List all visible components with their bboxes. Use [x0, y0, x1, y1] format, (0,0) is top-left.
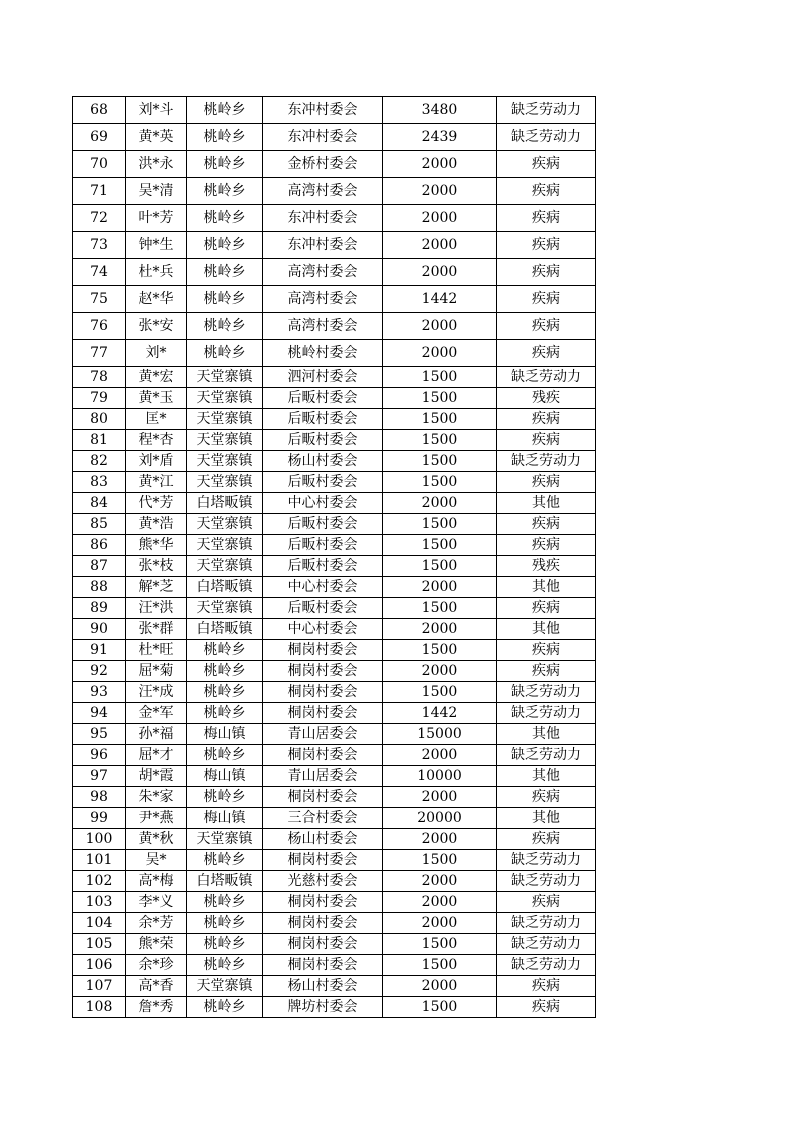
name-cell: 程*杏: [126, 430, 187, 451]
name-cell: 刘*: [126, 340, 187, 367]
row-number-cell: 94: [73, 703, 126, 724]
row-number-cell: 70: [73, 151, 126, 178]
township-cell: 天堂寨镇: [187, 598, 263, 619]
row-number-cell: 107: [73, 976, 126, 997]
row-number-cell: 101: [73, 850, 126, 871]
row-number-cell: 95: [73, 724, 126, 745]
township-cell: 梅山镇: [187, 766, 263, 787]
reason-cell: 其他: [497, 808, 596, 829]
township-cell: 天堂寨镇: [187, 409, 263, 430]
name-cell: 黄*浩: [126, 514, 187, 535]
amount-cell: 2000: [383, 313, 497, 340]
row-number-cell: 86: [73, 535, 126, 556]
township-cell: 桃岭乡: [187, 124, 263, 151]
amount-cell: 1500: [383, 430, 497, 451]
reason-cell: 缺乏劳动力: [497, 850, 596, 871]
name-cell: 余*芳: [126, 913, 187, 934]
table-row: [73, 367, 596, 388]
amount-cell: 2000: [383, 577, 497, 598]
name-cell: 金*军: [126, 703, 187, 724]
table-row: [73, 892, 596, 913]
village-committee-cell: 后畈村委会: [263, 388, 383, 409]
reason-cell: 疾病: [497, 661, 596, 682]
amount-cell: 2000: [383, 493, 497, 514]
township-cell: 白塔畈镇: [187, 577, 263, 598]
amount-cell: 1500: [383, 451, 497, 472]
table-row: [73, 388, 596, 409]
village-committee-cell: 高湾村委会: [263, 178, 383, 205]
row-number-cell: 69: [73, 124, 126, 151]
township-cell: 天堂寨镇: [187, 535, 263, 556]
table-row: [73, 451, 596, 472]
township-cell: 天堂寨镇: [187, 367, 263, 388]
village-committee-cell: 高湾村委会: [263, 286, 383, 313]
village-committee-cell: 后畈村委会: [263, 556, 383, 577]
amount-cell: 2000: [383, 829, 497, 850]
amount-cell: 2000: [383, 913, 497, 934]
name-cell: 高*香: [126, 976, 187, 997]
village-committee-cell: 金桥村委会: [263, 151, 383, 178]
amount-cell: 2000: [383, 787, 497, 808]
township-cell: 天堂寨镇: [187, 829, 263, 850]
row-number-cell: 80: [73, 409, 126, 430]
amount-cell: 2000: [383, 340, 497, 367]
township-cell: 白塔畈镇: [187, 871, 263, 892]
amount-cell: 1500: [383, 997, 497, 1018]
village-committee-cell: 东冲村委会: [263, 205, 383, 232]
row-number-cell: 102: [73, 871, 126, 892]
township-cell: 天堂寨镇: [187, 451, 263, 472]
name-cell: 钟*生: [126, 232, 187, 259]
village-committee-cell: 桐岗村委会: [263, 682, 383, 703]
township-cell: 桃岭乡: [187, 340, 263, 367]
village-committee-cell: 后畈村委会: [263, 598, 383, 619]
row-number-cell: 84: [73, 493, 126, 514]
township-cell: 天堂寨镇: [187, 976, 263, 997]
table-row: [73, 97, 596, 124]
table-row: [73, 286, 596, 313]
name-cell: 赵*华: [126, 286, 187, 313]
reason-cell: 其他: [497, 493, 596, 514]
name-cell: 黄*江: [126, 472, 187, 493]
amount-cell: 1500: [383, 514, 497, 535]
township-cell: 天堂寨镇: [187, 430, 263, 451]
name-cell: 代*芳: [126, 493, 187, 514]
village-committee-cell: 桐岗村委会: [263, 745, 383, 766]
township-cell: 桃岭乡: [187, 787, 263, 808]
amount-cell: 2439: [383, 124, 497, 151]
amount-cell: 1500: [383, 409, 497, 430]
table-row: [73, 151, 596, 178]
amount-cell: 1500: [383, 535, 497, 556]
reason-cell: 其他: [497, 619, 596, 640]
row-number-cell: 98: [73, 787, 126, 808]
row-number-cell: 89: [73, 598, 126, 619]
reason-cell: 缺乏劳动力: [497, 124, 596, 151]
township-cell: 天堂寨镇: [187, 556, 263, 577]
village-committee-cell: 中心村委会: [263, 493, 383, 514]
village-committee-cell: 后畈村委会: [263, 535, 383, 556]
village-committee-cell: 桐岗村委会: [263, 787, 383, 808]
table-row: [73, 976, 596, 997]
name-cell: 詹*秀: [126, 997, 187, 1018]
reason-cell: 疾病: [497, 997, 596, 1018]
table-row: [73, 124, 596, 151]
reason-cell: 其他: [497, 724, 596, 745]
row-number-cell: 106: [73, 955, 126, 976]
amount-cell: 20000: [383, 808, 497, 829]
name-cell: 杜*旺: [126, 640, 187, 661]
reason-cell: 疾病: [497, 409, 596, 430]
row-number-cell: 73: [73, 232, 126, 259]
village-committee-cell: 高湾村委会: [263, 313, 383, 340]
table-row: [73, 703, 596, 724]
township-cell: 桃岭乡: [187, 205, 263, 232]
table-row: [73, 682, 596, 703]
table-row: [73, 955, 596, 976]
name-cell: 黄*玉: [126, 388, 187, 409]
row-number-cell: 96: [73, 745, 126, 766]
table-row: [73, 913, 596, 934]
township-cell: 桃岭乡: [187, 682, 263, 703]
reason-cell: 缺乏劳动力: [497, 682, 596, 703]
village-committee-cell: 光慈村委会: [263, 871, 383, 892]
reason-cell: 疾病: [497, 976, 596, 997]
village-committee-cell: 后畈村委会: [263, 472, 383, 493]
township-cell: 桃岭乡: [187, 661, 263, 682]
village-committee-cell: 桐岗村委会: [263, 934, 383, 955]
village-committee-cell: 东冲村委会: [263, 124, 383, 151]
table-row: [73, 934, 596, 955]
amount-cell: 2000: [383, 619, 497, 640]
amount-cell: 1500: [383, 556, 497, 577]
village-committee-cell: 后畈村委会: [263, 430, 383, 451]
name-cell: 黄*英: [126, 124, 187, 151]
reason-cell: 疾病: [497, 640, 596, 661]
reason-cell: 缺乏劳动力: [497, 934, 596, 955]
row-number-cell: 76: [73, 313, 126, 340]
village-committee-cell: 桐岗村委会: [263, 955, 383, 976]
name-cell: 刘*盾: [126, 451, 187, 472]
reason-cell: 疾病: [497, 787, 596, 808]
reason-cell: 缺乏劳动力: [497, 745, 596, 766]
row-number-cell: 93: [73, 682, 126, 703]
name-cell: 刘*斗: [126, 97, 187, 124]
row-number-cell: 81: [73, 430, 126, 451]
table-row: [73, 871, 596, 892]
reason-cell: 疾病: [497, 829, 596, 850]
village-committee-cell: 牌坊村委会: [263, 997, 383, 1018]
reason-cell: 疾病: [497, 430, 596, 451]
amount-cell: 10000: [383, 766, 497, 787]
reason-cell: 疾病: [497, 340, 596, 367]
reason-cell: 其他: [497, 577, 596, 598]
reason-cell: 其他: [497, 766, 596, 787]
township-cell: 桃岭乡: [187, 955, 263, 976]
township-cell: 天堂寨镇: [187, 472, 263, 493]
name-cell: 屈*才: [126, 745, 187, 766]
township-cell: 桃岭乡: [187, 640, 263, 661]
table-row: [73, 409, 596, 430]
table-row: [73, 232, 596, 259]
table-row: [73, 829, 596, 850]
table-row: [73, 640, 596, 661]
amount-cell: 1500: [383, 934, 497, 955]
row-number-cell: 104: [73, 913, 126, 934]
table-row: [73, 997, 596, 1018]
table-row: [73, 556, 596, 577]
township-cell: 桃岭乡: [187, 178, 263, 205]
township-cell: 桃岭乡: [187, 703, 263, 724]
reason-cell: 缺乏劳动力: [497, 913, 596, 934]
village-committee-cell: 杨山村委会: [263, 976, 383, 997]
amount-cell: 1500: [383, 367, 497, 388]
row-number-cell: 78: [73, 367, 126, 388]
table-row: [73, 493, 596, 514]
reason-cell: 缺乏劳动力: [497, 871, 596, 892]
row-number-cell: 77: [73, 340, 126, 367]
village-committee-cell: 三合村委会: [263, 808, 383, 829]
village-committee-cell: 中心村委会: [263, 577, 383, 598]
amount-cell: 1500: [383, 850, 497, 871]
township-cell: 桃岭乡: [187, 997, 263, 1018]
row-number-cell: 92: [73, 661, 126, 682]
row-number-cell: 72: [73, 205, 126, 232]
township-cell: 桃岭乡: [187, 892, 263, 913]
amount-cell: 2000: [383, 259, 497, 286]
township-cell: 梅山镇: [187, 724, 263, 745]
township-cell: 桃岭乡: [187, 934, 263, 955]
township-cell: 桃岭乡: [187, 259, 263, 286]
name-cell: 吴*: [126, 850, 187, 871]
village-committee-cell: 桐岗村委会: [263, 640, 383, 661]
table-row: [73, 745, 596, 766]
reason-cell: 缺乏劳动力: [497, 97, 596, 124]
reason-cell: 疾病: [497, 514, 596, 535]
name-cell: 余*珍: [126, 955, 187, 976]
table-row: [73, 514, 596, 535]
name-cell: 朱*家: [126, 787, 187, 808]
row-number-cell: 82: [73, 451, 126, 472]
table-row: [73, 535, 596, 556]
reason-cell: 缺乏劳动力: [497, 367, 596, 388]
beneficiary-table: [72, 96, 596, 1018]
village-committee-cell: 东冲村委会: [263, 97, 383, 124]
row-number-cell: 100: [73, 829, 126, 850]
table-row: [73, 661, 596, 682]
amount-cell: 1500: [383, 955, 497, 976]
village-committee-cell: 杨山村委会: [263, 829, 383, 850]
township-cell: 白塔畈镇: [187, 493, 263, 514]
name-cell: 张*群: [126, 619, 187, 640]
township-cell: 白塔畈镇: [187, 619, 263, 640]
table-row: [73, 598, 596, 619]
village-committee-cell: 青山居委会: [263, 724, 383, 745]
township-cell: 桃岭乡: [187, 286, 263, 313]
row-number-cell: 74: [73, 259, 126, 286]
table-row: [73, 259, 596, 286]
table-row: [73, 808, 596, 829]
name-cell: 汪*洪: [126, 598, 187, 619]
row-number-cell: 105: [73, 934, 126, 955]
row-number-cell: 87: [73, 556, 126, 577]
name-cell: 孙*福: [126, 724, 187, 745]
amount-cell: 1500: [383, 682, 497, 703]
reason-cell: 缺乏劳动力: [497, 451, 596, 472]
name-cell: 张*安: [126, 313, 187, 340]
reason-cell: 疾病: [497, 259, 596, 286]
reason-cell: 疾病: [497, 286, 596, 313]
reason-cell: 疾病: [497, 151, 596, 178]
amount-cell: 3480: [383, 97, 497, 124]
township-cell: 桃岭乡: [187, 151, 263, 178]
name-cell: 汪*成: [126, 682, 187, 703]
village-committee-cell: 桐岗村委会: [263, 913, 383, 934]
amount-cell: 15000: [383, 724, 497, 745]
row-number-cell: 90: [73, 619, 126, 640]
reason-cell: 缺乏劳动力: [497, 703, 596, 724]
name-cell: 黄*宏: [126, 367, 187, 388]
row-number-cell: 85: [73, 514, 126, 535]
village-committee-cell: 后畈村委会: [263, 514, 383, 535]
row-number-cell: 88: [73, 577, 126, 598]
name-cell: 胡*霞: [126, 766, 187, 787]
amount-cell: 2000: [383, 205, 497, 232]
row-number-cell: 97: [73, 766, 126, 787]
name-cell: 叶*芳: [126, 205, 187, 232]
row-number-cell: 83: [73, 472, 126, 493]
amount-cell: 2000: [383, 178, 497, 205]
village-committee-cell: 桐岗村委会: [263, 892, 383, 913]
amount-cell: 1500: [383, 598, 497, 619]
township-cell: 天堂寨镇: [187, 514, 263, 535]
village-committee-cell: 东冲村委会: [263, 232, 383, 259]
reason-cell: 残疾: [497, 556, 596, 577]
amount-cell: 2000: [383, 871, 497, 892]
township-cell: 桃岭乡: [187, 313, 263, 340]
name-cell: 匡*: [126, 409, 187, 430]
row-number-cell: 108: [73, 997, 126, 1018]
township-cell: 桃岭乡: [187, 745, 263, 766]
village-committee-cell: 桐岗村委会: [263, 850, 383, 871]
reason-cell: 疾病: [497, 472, 596, 493]
name-cell: 杜*兵: [126, 259, 187, 286]
name-cell: 熊*荣: [126, 934, 187, 955]
township-cell: 梅山镇: [187, 808, 263, 829]
row-number-cell: 99: [73, 808, 126, 829]
amount-cell: 1500: [383, 640, 497, 661]
reason-cell: 缺乏劳动力: [497, 955, 596, 976]
village-committee-cell: 高湾村委会: [263, 259, 383, 286]
village-committee-cell: 杨山村委会: [263, 451, 383, 472]
village-committee-cell: 桐岗村委会: [263, 703, 383, 724]
name-cell: 熊*华: [126, 535, 187, 556]
reason-cell: 疾病: [497, 892, 596, 913]
reason-cell: 疾病: [497, 205, 596, 232]
amount-cell: 1442: [383, 703, 497, 724]
table-row: [73, 619, 596, 640]
village-committee-cell: 青山居委会: [263, 766, 383, 787]
township-cell: 桃岭乡: [187, 232, 263, 259]
amount-cell: 2000: [383, 745, 497, 766]
name-cell: 高*梅: [126, 871, 187, 892]
township-cell: 桃岭乡: [187, 850, 263, 871]
reason-cell: 疾病: [497, 178, 596, 205]
name-cell: 吴*清: [126, 178, 187, 205]
amount-cell: 2000: [383, 661, 497, 682]
name-cell: 屈*菊: [126, 661, 187, 682]
name-cell: 黄*秋: [126, 829, 187, 850]
name-cell: 张*枝: [126, 556, 187, 577]
table-row: [73, 313, 596, 340]
table-row: [73, 430, 596, 451]
table-row: [73, 340, 596, 367]
amount-cell: 2000: [383, 976, 497, 997]
table-row: [73, 766, 596, 787]
row-number-cell: 79: [73, 388, 126, 409]
row-number-cell: 91: [73, 640, 126, 661]
amount-cell: 2000: [383, 151, 497, 178]
table-body: [73, 97, 596, 1018]
amount-cell: 2000: [383, 232, 497, 259]
reason-cell: 疾病: [497, 313, 596, 340]
village-committee-cell: 后畈村委会: [263, 409, 383, 430]
name-cell: 解*芝: [126, 577, 187, 598]
village-committee-cell: 桐岗村委会: [263, 661, 383, 682]
amount-cell: 2000: [383, 892, 497, 913]
table-row: [73, 472, 596, 493]
name-cell: 洪*永: [126, 151, 187, 178]
village-committee-cell: 桃岭村委会: [263, 340, 383, 367]
reason-cell: 疾病: [497, 535, 596, 556]
township-cell: 天堂寨镇: [187, 388, 263, 409]
amount-cell: 1500: [383, 388, 497, 409]
table-row: [73, 850, 596, 871]
village-committee-cell: 泗河村委会: [263, 367, 383, 388]
village-committee-cell: 中心村委会: [263, 619, 383, 640]
row-number-cell: 71: [73, 178, 126, 205]
township-cell: 桃岭乡: [187, 97, 263, 124]
reason-cell: 疾病: [497, 232, 596, 259]
name-cell: 李*义: [126, 892, 187, 913]
township-cell: 桃岭乡: [187, 913, 263, 934]
row-number-cell: 103: [73, 892, 126, 913]
table-row: [73, 787, 596, 808]
row-number-cell: 68: [73, 97, 126, 124]
row-number-cell: 75: [73, 286, 126, 313]
reason-cell: 残疾: [497, 388, 596, 409]
reason-cell: 疾病: [497, 598, 596, 619]
table-row: [73, 178, 596, 205]
table-row: [73, 205, 596, 232]
name-cell: 尹*燕: [126, 808, 187, 829]
amount-cell: 1442: [383, 286, 497, 313]
table-row: [73, 577, 596, 598]
table-row: [73, 724, 596, 745]
amount-cell: 1500: [383, 472, 497, 493]
